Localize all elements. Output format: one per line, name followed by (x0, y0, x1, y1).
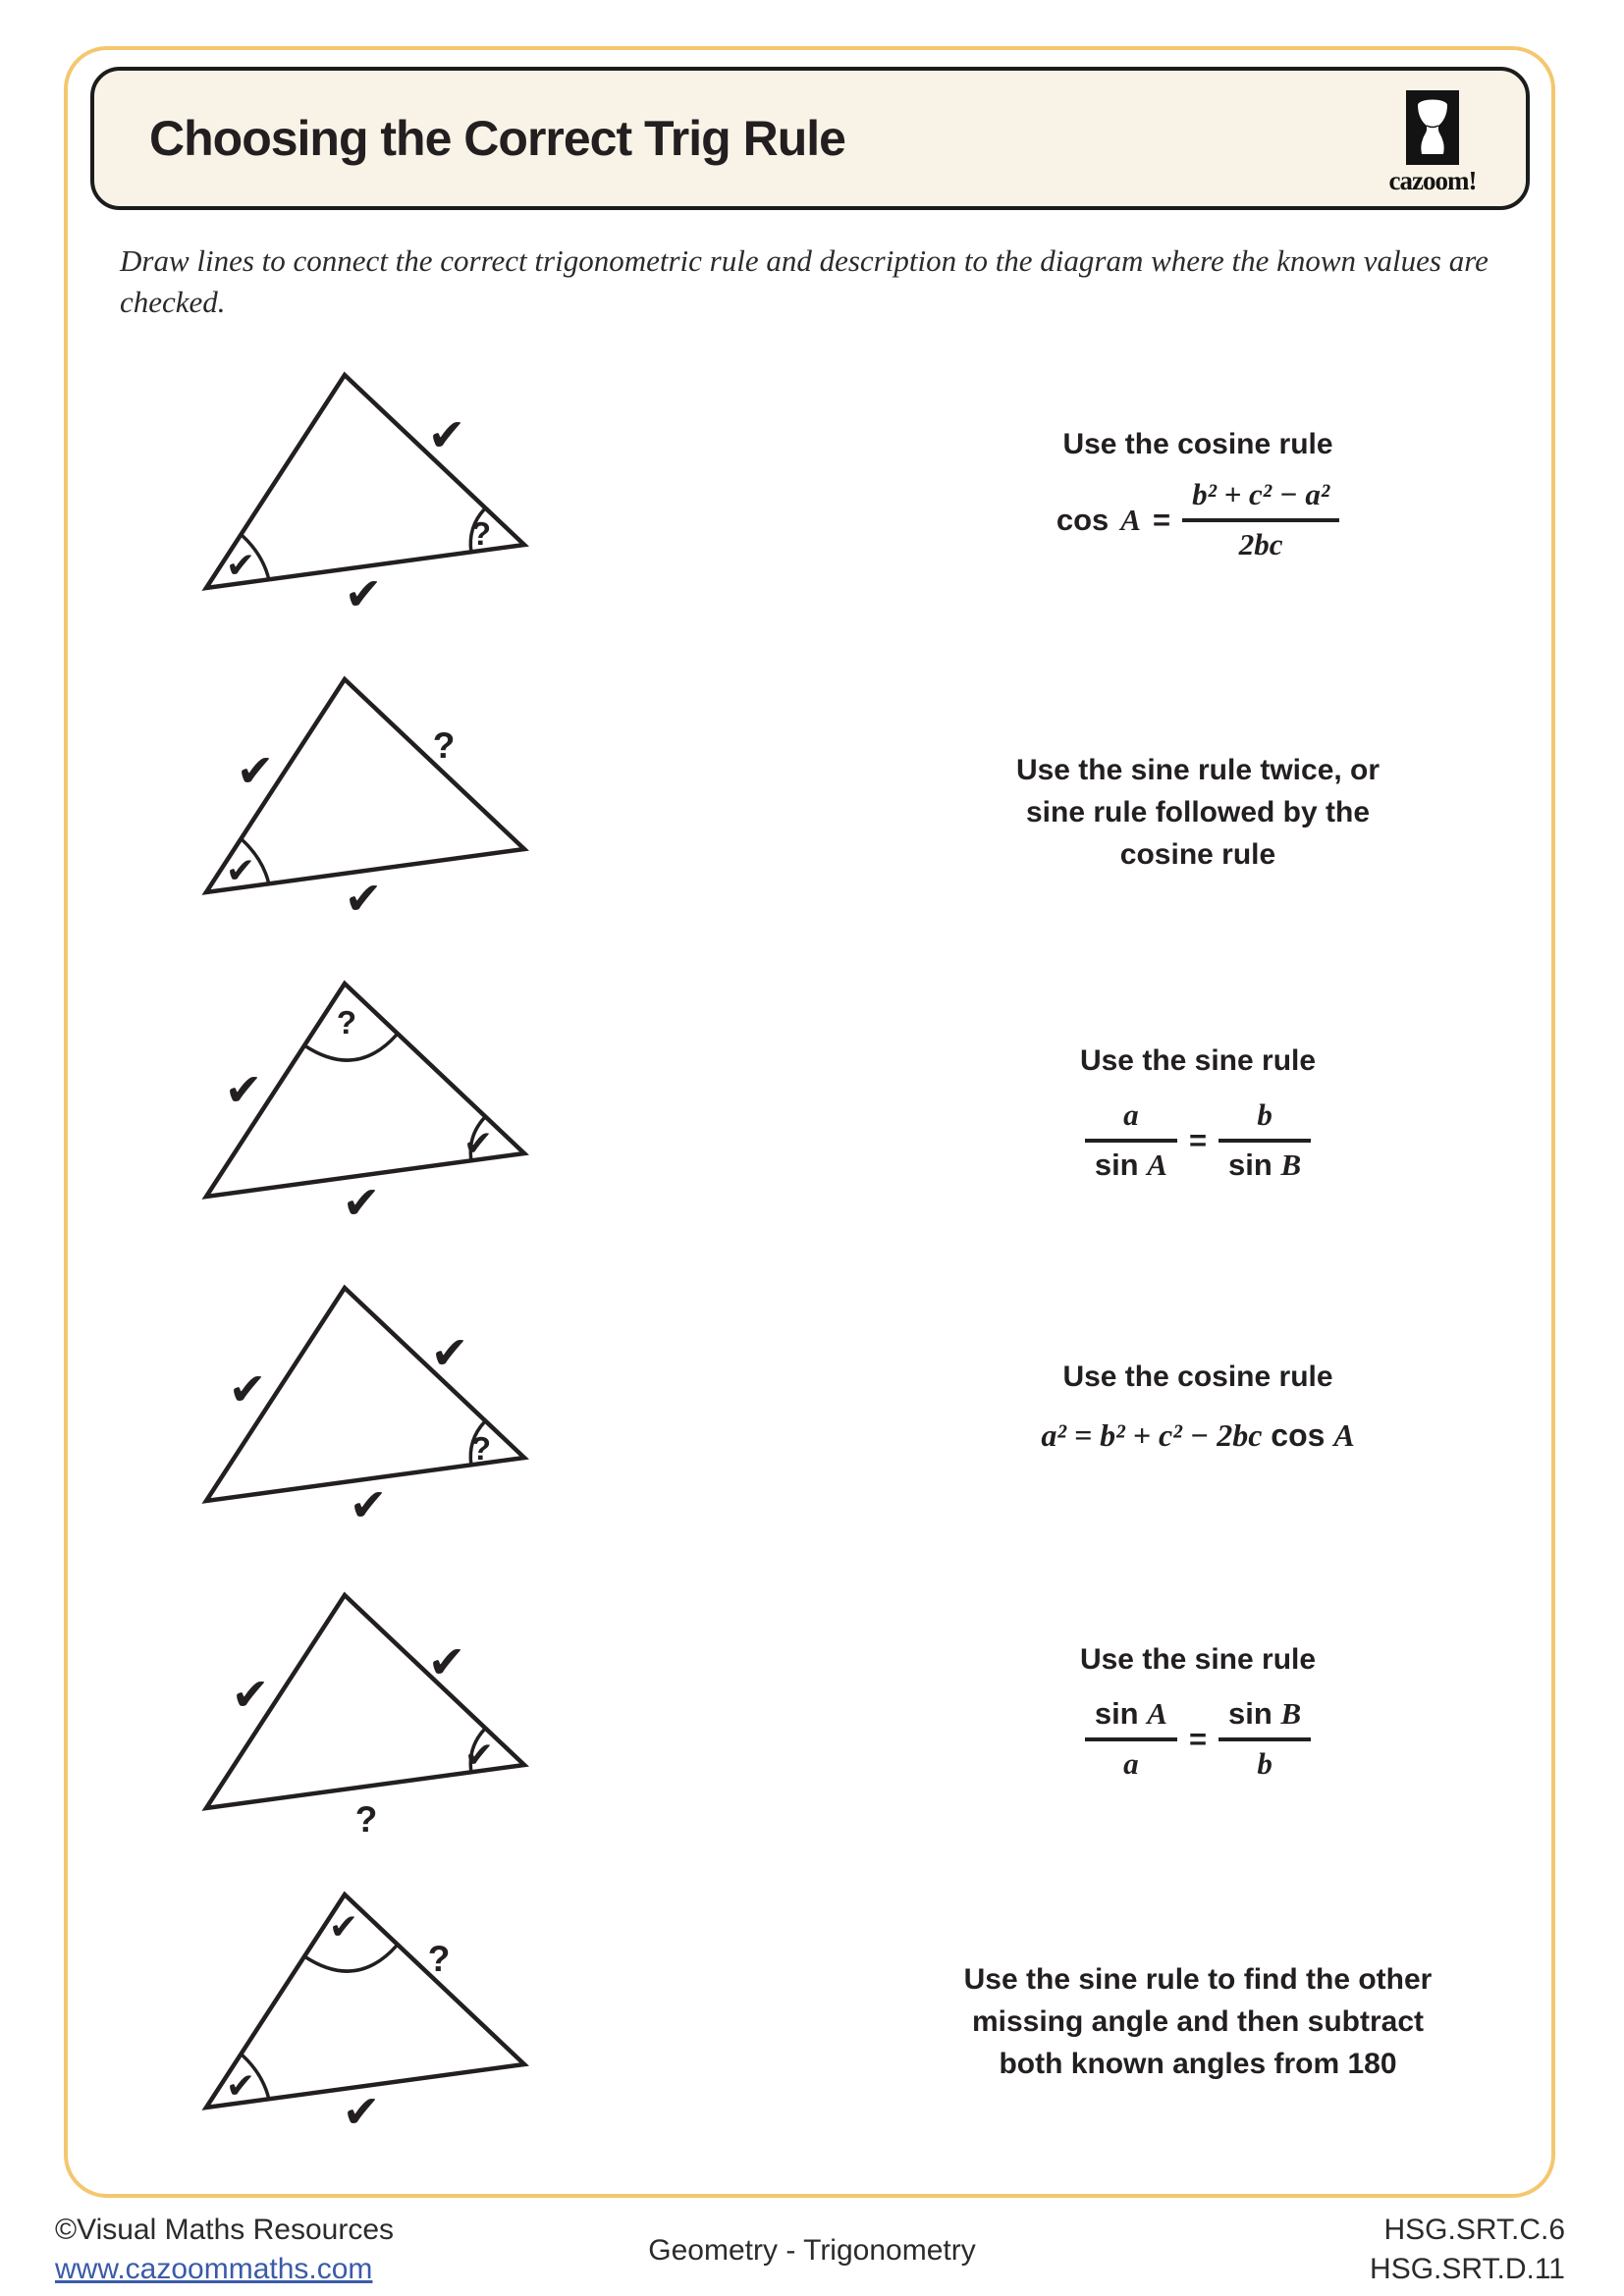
footer-subject: Geometry - Trigonometry (648, 2234, 976, 2267)
question-mark: ? (470, 1430, 492, 1467)
check-mark: ✔ (225, 546, 256, 586)
instructions-text: Draw lines to connect the correct trigonometric rule and description to the diagram where the known values are checked. (120, 243, 1489, 319)
question-mark: ? (432, 725, 456, 766)
fraction (1182, 477, 1339, 562)
rule-formula (884, 1696, 1512, 1782)
formula-function: cos (1271, 1417, 1326, 1453)
check-mark: ✔ (349, 1478, 388, 1531)
rule-text-line: cosine rule (1119, 838, 1276, 871)
fraction-numerator: b² + c² − a² (1192, 477, 1330, 511)
triangle-diagram-4[interactable] (167, 1271, 579, 1556)
check-mark: ✔ (224, 1063, 263, 1116)
question-mark: ? (354, 1799, 378, 1840)
worksheet-header (90, 67, 1530, 210)
equals-sign: = (1152, 502, 1171, 537)
check-mark: ✔ (328, 1907, 359, 1948)
rule-formula (884, 1097, 1512, 1183)
rule-card-3[interactable] (884, 1044, 1512, 1183)
formula-function: sin (1228, 1148, 1272, 1182)
fraction-numerator (1218, 1696, 1311, 1737)
copyright-text: ©Visual Maths Resources (55, 2214, 395, 2246)
formula-variable: A (1147, 1148, 1167, 1182)
rule-text-line: missing angle and then subtract (971, 2005, 1425, 2038)
check-mark: ✔ (430, 1326, 469, 1379)
check-mark: ✔ (344, 872, 383, 925)
rule-title: Use the sine rule (1079, 1044, 1317, 1077)
fraction-numerator: b (1257, 1097, 1272, 1132)
rule-formula (884, 477, 1512, 562)
triangle-diagram-6[interactable] (167, 1878, 579, 2163)
question-mark: ? (470, 515, 492, 552)
fraction (1218, 1097, 1311, 1183)
formula-variable: B (1280, 1696, 1302, 1731)
formula-variable: A (1120, 502, 1141, 537)
cazoom-logo (1369, 90, 1496, 196)
triangle-diagram-1[interactable] (167, 358, 579, 643)
fraction-denominator (1085, 1139, 1177, 1183)
check-mark: ✔ (225, 2066, 256, 2107)
check-mark: ✔ (225, 851, 256, 891)
fraction-numerator: a (1123, 1097, 1139, 1132)
fraction (1085, 1696, 1177, 1782)
question-mark: ? (427, 1939, 451, 1979)
fraction (1218, 1696, 1311, 1782)
formula-function: cos (1056, 502, 1110, 537)
check-mark: ✔ (463, 1735, 495, 1776)
triangle-diagram-2[interactable] (167, 663, 579, 947)
fraction-denominator (1218, 1139, 1311, 1183)
rule-card-1[interactable] (884, 428, 1512, 562)
standard-code: HSG.SRT.C.6 (1383, 2214, 1565, 2246)
rule-card-2[interactable] (884, 749, 1512, 876)
formula-variable: A (1333, 1417, 1355, 1453)
rule-formula (884, 1417, 1512, 1454)
rule-title: Use the cosine rule (1062, 428, 1333, 460)
check-mark: ✔ (462, 1124, 494, 1164)
check-mark: ✔ (236, 744, 275, 797)
check-mark: ✔ (231, 1668, 270, 1721)
page-title: Choosing the Correct Trig Rule (149, 111, 845, 166)
rule-card-4[interactable] (884, 1361, 1512, 1454)
fraction (1085, 1097, 1177, 1183)
check-mark: ✔ (427, 408, 466, 461)
equals-sign: = (1188, 1721, 1208, 1756)
fraction-denominator: 2bc (1182, 518, 1339, 562)
question-mark: ? (336, 1004, 357, 1041)
rule-text-line: both known angles from 180 (999, 2048, 1397, 2080)
standard-code: HSG.SRT.D.11 (1370, 2253, 1565, 2285)
triangle-diagram-3[interactable] (167, 967, 579, 1252)
formula-expression: a² = b² + c² − 2bc (1041, 1417, 1263, 1453)
fraction-numerator (1085, 1696, 1177, 1737)
rule-card-6[interactable] (884, 1958, 1512, 2085)
website-link[interactable]: www.cazoommaths.com (55, 2253, 373, 2285)
check-mark: ✔ (342, 2085, 381, 2138)
check-mark: ✔ (344, 567, 383, 620)
triangle-diagram-5[interactable] (167, 1578, 579, 1863)
check-mark: ✔ (427, 1635, 466, 1688)
footer-standards (1370, 2211, 1565, 2289)
formula-function: sin (1094, 1148, 1139, 1182)
rule-title: Use the cosine rule (1062, 1361, 1333, 1393)
rule-title: Use the sine rule (1079, 1643, 1317, 1676)
check-mark: ✔ (342, 1176, 381, 1229)
formula-function: sin (1094, 1696, 1139, 1731)
fraction-denominator: b (1218, 1737, 1311, 1782)
rule-card-5[interactable] (884, 1643, 1512, 1782)
formula-variable: A (1147, 1696, 1167, 1731)
rule-text-line: Use the sine rule twice, or (1015, 754, 1380, 786)
angle-arc (304, 1946, 397, 1971)
formula-variable: B (1280, 1148, 1302, 1182)
equals-sign: = (1188, 1122, 1208, 1157)
drum-icon (1406, 90, 1459, 165)
rule-text-line: sine rule followed by the (1025, 796, 1371, 828)
cazoom-brand-label: cazoom! (1388, 166, 1477, 195)
rule-text-line: Use the sine rule to find the other (963, 1963, 1433, 1996)
check-mark: ✔ (228, 1362, 267, 1415)
formula-function: sin (1228, 1696, 1272, 1731)
fraction-denominator: a (1085, 1737, 1177, 1782)
